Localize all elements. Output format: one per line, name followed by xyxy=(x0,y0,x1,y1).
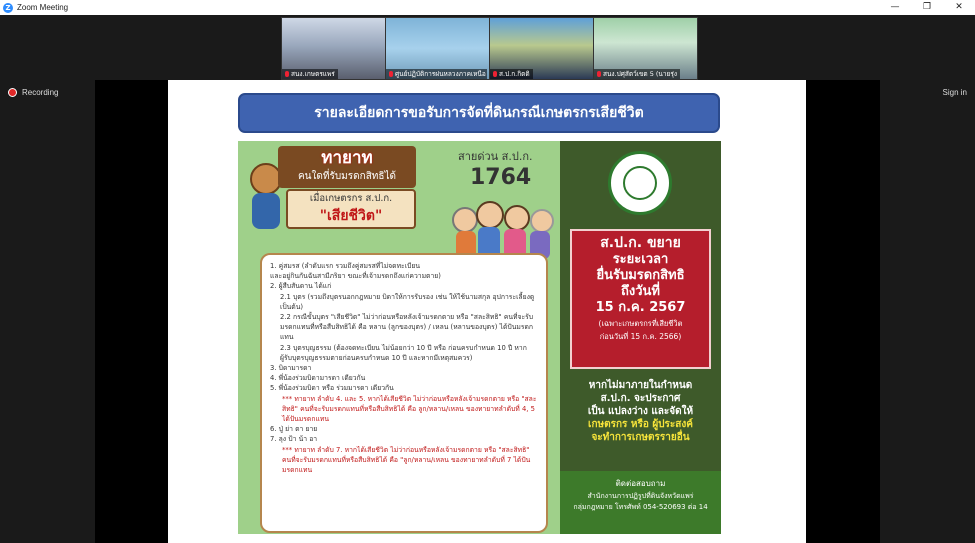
record-icon xyxy=(8,88,17,97)
until-line: ถึงวันที่ xyxy=(621,284,660,299)
deceased-banner xyxy=(286,189,416,229)
hotline-label: สายด่วน ส.ป.ก. xyxy=(458,150,533,163)
sign-in-link[interactable]: Sign in xyxy=(942,88,967,97)
close-button[interactable]: ✕ xyxy=(955,2,963,12)
participant-name: ศูนย์ปฏิบัติการฝนหลวงภาคเหนือ xyxy=(386,69,487,79)
heir-list-item: 2.1 บุตร (รวมถึงบุตรนอกกฎหมาย บิดาให้การรับรอง เช่น ให้ใช้นามสกุล อุปการะเลี้ยงดู เป็นต้น) xyxy=(280,292,535,311)
deadline-date: 15 ก.ค. 2567 xyxy=(595,300,686,315)
heir-subtitle: คนใดที่รับมรดกสิทธิได้ xyxy=(297,171,397,182)
extension-poster xyxy=(560,141,721,534)
warning-line: ส.ป.ก. จะประกาศ xyxy=(600,393,681,404)
recording-label: Recording xyxy=(22,88,59,97)
slide-header: รายละเอียดการขอรับการจัดที่ดินกรณีเกษตรกรเสียชีวิต xyxy=(238,93,720,133)
window-controls xyxy=(879,0,975,15)
heir-list-item: *** ทายาท ลำดับ 4. และ 5. หากได้เสียชีวิต ไม่ว่าก่อนหรือหลังเจ้ามรดกตาย หรือ "สละสิทธิ" คนที่จะรับมรดกแทนที่หรือสืบสิทธิได้ คือ ลูก/หลาน/เหลน ของทายาทลำดับที่ 4, 5 ได้ปันมรดกแทน xyxy=(282,394,537,424)
heir-list-item: 2. ผู้สืบสันดาน ได้แก่ xyxy=(270,282,332,291)
recording-indicator[interactable] xyxy=(8,88,58,97)
alro-logo xyxy=(608,151,672,215)
participant-video[interactable] xyxy=(281,17,386,80)
warning-line: หากไม่มาภายในกำหนด xyxy=(588,380,693,391)
participant-video[interactable] xyxy=(489,17,594,80)
heir-list-item: 5. พี่น้องร่วมบิดา หรือ ร่วมมารดา เดียวกัน xyxy=(270,384,394,393)
zoom-logo-icon: Z xyxy=(3,3,13,13)
heir-list-item: 6. ปู่ ย่า ตา ยาย xyxy=(270,425,318,434)
participant-name: สนง.ปศุสัตว์เขต 5 (นายรุ่ง xyxy=(594,69,680,79)
mic-muted-icon xyxy=(493,71,497,77)
heir-list-item: 2.3 บุตรบุญธรรม (ต้องจดทะเบียน ไม่น้อยกว่า 10 ปี หรือ ก่อนครบกำหนด 10 ปี หากผู้รับบุตรบุญธรรมตายก่อนครบกำหนด 10 ปี และหากมีเหตุสมควร) xyxy=(280,343,527,362)
heir-list-item: และอยู่กินกันฉันสามีภริยา ขณะที่เจ้ามรดกถึงแก่ความตาย) xyxy=(270,272,441,281)
extend-line: ส.ป.ก. ขยาย xyxy=(600,235,681,251)
heir-list-item: 1. คู่สมรส (ลำดับแรก รวมถึงคู่สมรสที่ไม่จดทะเบียน xyxy=(270,262,420,270)
deadline-note: (เฉพาะเกษตรกรที่เสียชีวิต xyxy=(598,319,683,328)
heir-list-item: 7. ลุง ป้า น้า อา xyxy=(270,435,318,444)
heir-poster xyxy=(238,141,560,534)
contact-phone: กลุ่มกฎหมาย โทรศัพท์ 054-520693 ต่อ 14 xyxy=(573,503,708,511)
participant-video[interactable] xyxy=(593,17,698,80)
hotline-number: 1764 xyxy=(470,165,532,190)
heir-list-item: 4. พี่น้องร่วมบิดามารดา เดียวกัน xyxy=(270,374,366,383)
heir-list-item: 2.2 กรณีขั้นบุตร "เสียชีวิต" ไม่ว่าก่อนหรือหลังเจ้ามรดกตาย หรือ "สละสิทธิ" คนที่จะรับมรดกแทนที่หรือสืบสิทธิได้ คือ หลาน (ลูกของบุตร) / เหลน (หลานของบุตร) ได้ปันมรดกแทน xyxy=(280,313,534,342)
heir-title: ทายาท xyxy=(321,148,373,168)
participant-name: สนง.เกษตรแพร่ xyxy=(282,69,338,79)
warning-line: เป็น แปลงว่าง และจัดให้ xyxy=(587,406,694,417)
mic-muted-icon xyxy=(597,71,601,77)
deceased-text: "เสียชีวิต" xyxy=(319,208,383,224)
window-title: Zoom Meeting xyxy=(17,3,69,12)
when-text: เมื่อเกษตรกร ส.ป.ก. xyxy=(309,193,393,204)
title-bar xyxy=(0,0,975,15)
contact-label: ติดต่อสอบถาม xyxy=(615,479,666,488)
maximize-button[interactable]: ❐ xyxy=(922,2,932,12)
heir-banner xyxy=(278,146,416,188)
warning-line: เกษตรกร หรือ ผู้ประสงค์ xyxy=(588,419,693,430)
contact-office: สำนักงานการปฏิรูปที่ดินจังหวัดแพร่ xyxy=(587,492,694,500)
minimize-button[interactable]: — xyxy=(890,2,900,12)
mic-muted-icon xyxy=(285,71,289,77)
claim-line: ยื่นรับมรดกสิทธิ xyxy=(596,268,685,283)
period-line: ระยะเวลา xyxy=(612,252,669,267)
deadline-box xyxy=(570,229,711,369)
contact-box xyxy=(560,471,721,534)
heir-list xyxy=(260,253,548,533)
mic-muted-icon xyxy=(389,71,393,77)
warning-line: จะทำการเกษตรรายอื่น xyxy=(591,432,690,443)
deadline-note: ก่อนวันที่ 15 ก.ค. 2566) xyxy=(599,332,682,341)
participant-video[interactable] xyxy=(385,17,490,80)
participant-name: ส.ป.ก.กิตติ xyxy=(490,69,533,79)
shared-slide xyxy=(168,80,806,543)
warning-text xyxy=(564,379,717,444)
family-illustration xyxy=(448,199,556,261)
heir-list-item: *** ทายาท ลำดับ 7. หากได้เสียชีวิต ไม่ว่าก่อนหรือหลังเจ้ามรดกตาย หรือ "สละสิทธิ" คนที่จะรับมรดกแทนที่หรือสืบสิทธิได้ คือ "ลูก/หลาน/เหลน ของทายาทลำดับที่ 7 ได้ปันมรดกแทน xyxy=(282,445,531,475)
participant-strip xyxy=(0,15,975,80)
heir-list-item: 3. บิดามารดา xyxy=(270,364,312,373)
